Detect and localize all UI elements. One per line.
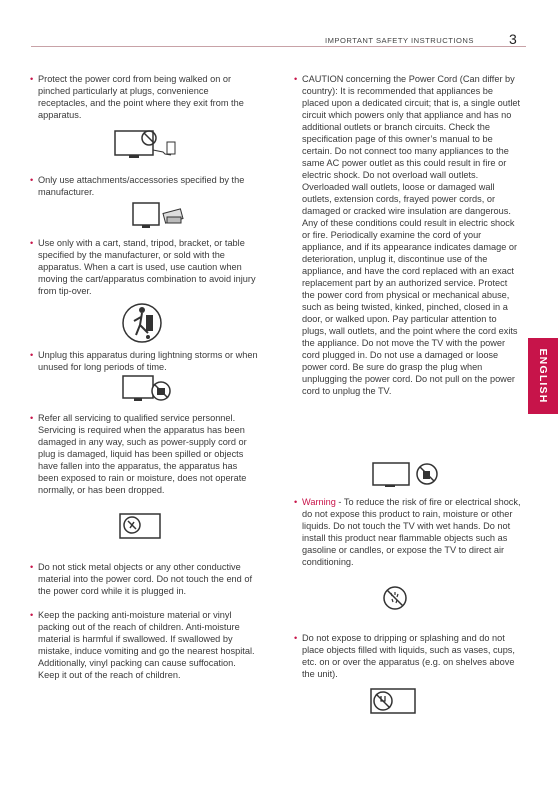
tv-unplug-icon	[121, 374, 177, 404]
bullet-text: Refer all servicing to qualified service personnel. Servicing is required when the apparatus has been damaged in any way, such as power-supply cord or plug is damaged, liquid has been spilled or objects have fallen into the apparatus, the apparatus has been exposed to rain or moisture, does not operate normally, or has been dropped.	[38, 413, 247, 495]
bullet-text: Unplug this apparatus during lightning storms or when unused for long periods of time.	[38, 350, 258, 372]
no-touch-plug-icon	[371, 461, 441, 489]
warning-title: Warning	[302, 497, 336, 507]
bullet-dot: •	[30, 175, 34, 185]
bullet-lightning	[30, 349, 258, 373]
bullet-text: Keep the packing anti-moisture material or vinyl packing out of the reach of children. Anti-moisture material is harmful if swallowed. If swallowed by mistake, induce vomiting and go the nearest hospital. Additionally, vinyl packing can cause suffocation. Keep it out of the reach of children.	[38, 610, 255, 680]
no-disassemble-icon	[118, 512, 166, 542]
bullet-dot: •	[30, 413, 34, 423]
bullet-dot: •	[30, 610, 34, 620]
page-number: 3	[509, 31, 517, 47]
bullet-attachments	[30, 174, 258, 198]
bullet-power-cord	[30, 73, 258, 121]
language-tab-label: ENGLISH	[537, 348, 549, 404]
header-title: IMPORTANT SAFETY INSTRUCTIONS	[325, 36, 474, 45]
cart-tipover-icon	[120, 301, 164, 347]
bullet-dot: •	[30, 562, 34, 572]
bullet-metal-objects	[30, 561, 258, 597]
bullet-caution	[294, 73, 522, 397]
bullet-packing	[30, 609, 258, 681]
bullet-dot: •	[294, 497, 298, 507]
bullet-text: Protect the power cord from being walked on or pinched particularly at plugs, convenience receptacles, and the point where they exit from the apparatus.	[38, 74, 244, 120]
bullet-text: CAUTION concerning the Power Cord (Can differ by country): It is recommended that appliances be placed upon a dedicated circuit; that is, a single outlet circuit which powers only that appliance and has no additional outlets or branch circuits. Check the specification page of this owner’s manual to be certain. Do not connect too many appliances to the same AC power outlet as this could result in fire or electric shock. Do not overload wall outlets. Overloaded wall outlets, loose or damaged wall outlets, extension cords, frayed power cords, or damaged or cracked wire insulation are dangerous. Any of these conditions could result in electric shock or fire. Periodically examine the cord of your appliance, and if its appearance indicates damage or deterioration, unplug it, discontinue use of the appliance, and have the cord replaced with an exact replacement part by an authorized service. Protect the power cord from physical or mechanical abuse, such as being twisted, kinked, pinched, closed in a door, or walked upon. Pay particular attention to plugs, wall outlets, and the point where the cord exits the appliance. Do not move the TV with the power cord plugged in. Do not use a damaged or loose power cord. Be sure do grasp the plug when unplugging the power cord. Do not pull on the power cord to unplug the TV.	[302, 74, 521, 396]
bullet-warning	[294, 496, 522, 568]
bullet-text: Only use attachments/accessories specified by the manufacturer.	[38, 175, 245, 197]
bullet-text: Use only with a cart, stand, tripod, bracket, or table specified by the manufacturer, or sold with the apparatus. When a cart is used, use caution when moving the cart/apparatus combination to avoid injury from tip-over.	[38, 238, 256, 296]
language-tab[interactable]	[528, 338, 558, 414]
bullet-dot: •	[294, 633, 298, 643]
bullet-dot: •	[30, 238, 34, 248]
no-water-icon	[382, 585, 408, 611]
no-liquid-icon	[369, 687, 417, 717]
bullet-cart	[30, 237, 258, 297]
bullet-text: - To reduce the risk of fire or electrical shock, do not expose this product to rain, moisture or other liquids. Do not touch the TV with wet hands. Do not install this product near flammable objects such as gasoline or candles, or expose the TV to direct air conditioning.	[302, 497, 521, 567]
bullet-dot: •	[30, 74, 34, 84]
bullet-text: Do not expose to dripping or splashing and do not place objects filled with liquids, such as vases, cups, etc. on or over the apparatus (e.g. on shelves above the unit).	[302, 633, 515, 679]
header-rule	[31, 46, 526, 47]
bullet-dot: •	[30, 350, 34, 360]
bullet-dripping	[294, 632, 522, 680]
bullet-text: Do not stick metal objects or any other conductive material into the power cord. Do not touch the end of the power cord while it is plugged in.	[38, 562, 252, 596]
tv-power-cord-icon	[113, 128, 183, 162]
bullet-servicing	[30, 412, 258, 496]
bullet-dot: •	[294, 74, 298, 84]
tv-accessories-icon	[131, 201, 187, 231]
